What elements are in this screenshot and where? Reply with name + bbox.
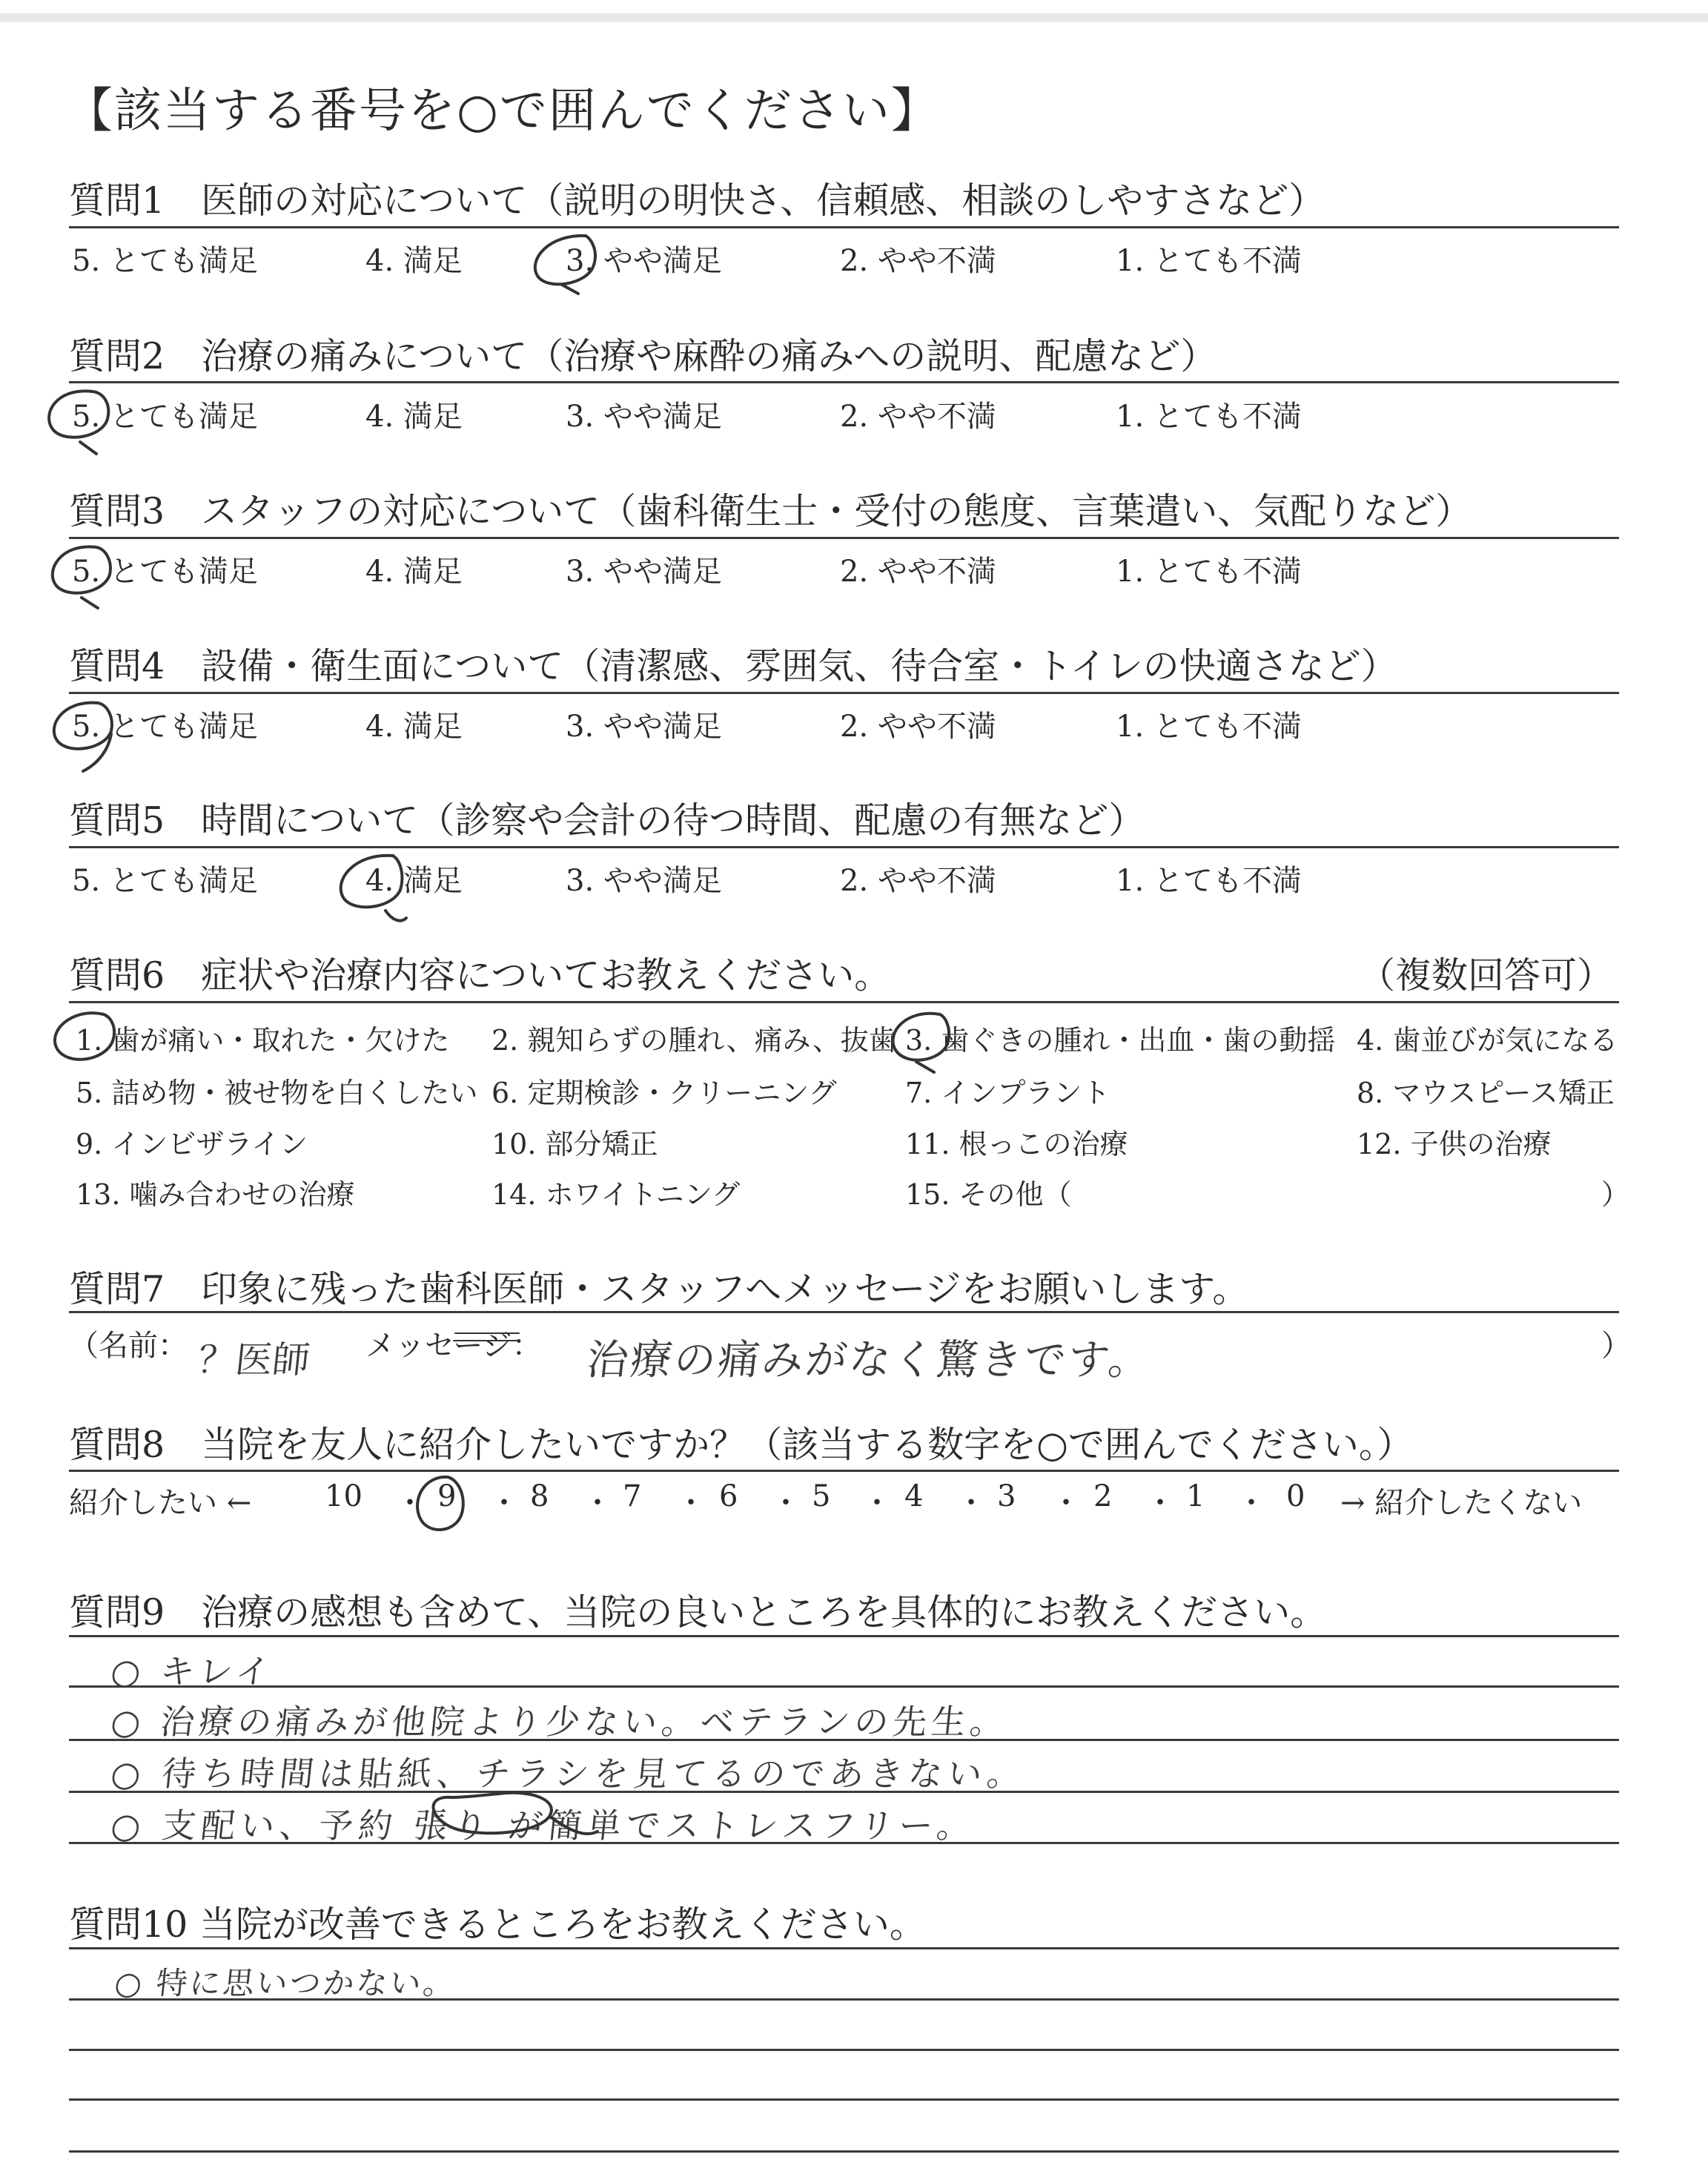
question-4-title: 質問4 設備・衛生面について（清潔感、雰囲気、待合室・トイレの快適さなど） xyxy=(69,645,1397,687)
q3-option-1[interactable]: 1. とても不満 xyxy=(1116,555,1302,589)
question-3-rule xyxy=(69,537,1619,539)
question-5-rule xyxy=(69,846,1619,848)
q7-message-label: メッセージ： xyxy=(365,1329,542,1363)
question-1-title: 質問1 医師の対応について（説明の明快さ、信頼感、相談のしやすさなど） xyxy=(69,179,1325,222)
q8-scale-value-0[interactable]: 0 xyxy=(1286,1479,1305,1513)
question-6-title: 質問6 症状や治療内容についてお教えください。 xyxy=(69,954,891,997)
q4-option-4[interactable]: 4. 満足 xyxy=(365,710,463,744)
q6-item-15[interactable]: 15. その他（ xyxy=(905,1178,1072,1211)
q5-option-1[interactable]: 1. とても不満 xyxy=(1116,864,1302,898)
question-2-title: 質問2 治療の痛みについて（治療や麻酔の痛みへの説明、配慮など） xyxy=(69,335,1217,377)
q8-scale-value-2[interactable]: 2 xyxy=(1093,1479,1113,1513)
q8-scale-value-3[interactable]: 3 xyxy=(997,1479,1016,1513)
question-6-rule xyxy=(69,1001,1619,1003)
q5-option-2[interactable]: 2. やや不満 xyxy=(840,864,996,898)
q8-scale-separator: ・ xyxy=(956,1486,986,1520)
q7-name-handwritten[interactable]: ？医師 xyxy=(196,1338,312,1381)
question-9-title: 質問9 治療の感想も含めて、当院の良いところを具体的にお教えください。 xyxy=(69,1591,1327,1634)
q5-option-4[interactable]: 4. 満足 xyxy=(365,864,463,898)
q6-item-5[interactable]: 5. 詰め物・被せ物を白くしたい xyxy=(76,1077,478,1109)
q3-option-2[interactable]: 2. やや不満 xyxy=(840,555,996,589)
q4-option-3[interactable]: 3. やや満足 xyxy=(566,710,722,744)
q8-scale-separator: ・ xyxy=(1145,1486,1175,1520)
question-10-rule-1 xyxy=(69,1947,1619,1949)
q8-scale-separator: ・ xyxy=(771,1486,801,1520)
q1-option-4[interactable]: 4. 満足 xyxy=(365,244,463,278)
q2-option-2[interactable]: 2. やや不満 xyxy=(840,400,996,434)
q6-item-4[interactable]: 4. 歯並びが気になる xyxy=(1357,1024,1618,1057)
question-3-title: 質問3 スタッフの対応について（歯科衛生士・受付の態度、言葉遣い、気配りなど） xyxy=(69,490,1472,532)
q6-item-12[interactable]: 12. 子供の治療 xyxy=(1357,1128,1552,1160)
q6-item-13[interactable]: 13. 噛み合わせの治療 xyxy=(76,1178,355,1211)
q7-name-label: （名前： xyxy=(69,1329,188,1363)
question-7-rule xyxy=(69,1311,1619,1313)
q5-option-5[interactable]: 5. とても満足 xyxy=(72,864,258,898)
q6-item-11[interactable]: 11. 根っこの治療 xyxy=(905,1128,1128,1160)
q8-scale-value-8[interactable]: 8 xyxy=(530,1479,549,1513)
question-8-rule xyxy=(69,1470,1619,1472)
q6-item-6[interactable]: 6. 定期検診・クリーニング xyxy=(491,1077,837,1109)
q8-scale-value-4[interactable]: 4 xyxy=(904,1479,924,1513)
q8-scale-separator: ・ xyxy=(1237,1486,1266,1520)
top-edge-shadow xyxy=(0,13,1708,22)
q8-scale-separator: ・ xyxy=(395,1486,425,1520)
question-4-rule xyxy=(69,692,1619,694)
question-9-rule-2 xyxy=(69,1685,1619,1688)
q2-option-3[interactable]: 3. やや満足 xyxy=(566,400,722,434)
q6-item-3[interactable]: 3. 歯ぐきの腫れ・出血・歯の動揺 xyxy=(905,1024,1336,1057)
q6-item-14[interactable]: 14. ホワイトニング xyxy=(491,1178,741,1211)
q9-answer-1[interactable]: ○ キレイ xyxy=(108,1651,277,1691)
q6-item-1[interactable]: 1. 歯が痛い・取れた・欠けた xyxy=(76,1024,450,1057)
q4-option-5[interactable]: 5. とても満足 xyxy=(72,710,258,744)
q8-right-label: → 紹介したくない xyxy=(1340,1486,1583,1520)
q5-option-3[interactable]: 3. やや満足 xyxy=(566,864,722,898)
form-instruction: 【該当する番号を○で囲んでください】 xyxy=(65,84,940,139)
q9-answer-4[interactable]: ○ 支配い、予約 張り が簡単でストレスフリー。 xyxy=(108,1806,979,1846)
q8-scale-separator: ・ xyxy=(676,1486,706,1520)
q2-option-5[interactable]: 5. とても満足 xyxy=(72,400,258,434)
q9-answer-3[interactable]: ○ 待ち時間は貼紙、チラシを見てるのであきない。 xyxy=(108,1754,1029,1794)
q4-option-2[interactable]: 2. やや不満 xyxy=(840,710,996,744)
q3-option-5[interactable]: 5. とても満足 xyxy=(72,555,258,589)
question-5-title: 質問5 時間について（診察や会計の待つ時間、配慮の有無など） xyxy=(69,799,1145,842)
question-1-rule xyxy=(69,226,1619,228)
q3-option-4[interactable]: 4. 満足 xyxy=(365,555,463,589)
q8-scale-separator: ・ xyxy=(583,1486,612,1520)
q6-item-8[interactable]: 8. マウスピース矯正 xyxy=(1357,1077,1615,1109)
question-7-title: 質問7 印象に残った歯科医師・スタッフへメッセージをお願いします。 xyxy=(69,1268,1249,1310)
q9-answer-2[interactable]: ○ 治療の痛みが他院より少ない。ベテランの先生。 xyxy=(108,1702,1011,1742)
q8-scale-value-5[interactable]: 5 xyxy=(812,1479,831,1513)
q8-scale-value-7[interactable]: 7 xyxy=(623,1479,642,1513)
question-10-title: 質問10 当院が改善できるところをお教えください。 xyxy=(69,1903,926,1946)
q1-option-1[interactable]: 1. とても不満 xyxy=(1116,244,1302,278)
q6-item-9[interactable]: 9. インビザライン xyxy=(76,1128,308,1160)
q8-scale-value-6[interactable]: 6 xyxy=(719,1479,738,1513)
q8-scale-separator: ・ xyxy=(862,1486,892,1520)
question-10-rule-5 xyxy=(69,2150,1619,2153)
q6-item-10[interactable]: 10. 部分矯正 xyxy=(491,1128,658,1160)
q7-close-paren: ） xyxy=(1601,1329,1631,1363)
question-10-rule-3 xyxy=(69,2049,1619,2051)
q7-message-handwritten[interactable]: 治療の痛みがなく驚きです。 xyxy=(584,1336,1155,1384)
q1-option-2[interactable]: 2. やや不満 xyxy=(840,244,996,278)
q8-scale-value-10[interactable]: 10 xyxy=(325,1479,363,1513)
q8-left-label: 紹介したい ← xyxy=(69,1486,252,1520)
question-6-multiple-note: （複数回答可） xyxy=(1359,954,1614,997)
q2-option-4[interactable]: 4. 満足 xyxy=(365,400,463,434)
question-9-rule-1 xyxy=(69,1635,1619,1637)
q1-option-5[interactable]: 5. とても満足 xyxy=(72,244,258,278)
question-10-rule-4 xyxy=(69,2098,1619,2101)
q6-item-2[interactable]: 2. 親知らずの腫れ、痛み、抜歯 xyxy=(491,1024,897,1057)
q10-answer-1[interactable]: ○ 特に思いつかない。 xyxy=(113,1965,459,2001)
q8-scale-value-9[interactable]: 9 xyxy=(437,1479,457,1513)
question-8-title: 質問8 当院を友人に紹介したいですか？（該当する数字を○で囲んでください。） xyxy=(69,1424,1414,1466)
q8-scale-value-1[interactable]: 1 xyxy=(1186,1479,1205,1513)
q6-item-7[interactable]: 7. インプラント xyxy=(905,1077,1110,1109)
q3-option-3[interactable]: 3. やや満足 xyxy=(566,555,722,589)
q8-scale-separator: ・ xyxy=(1051,1486,1081,1520)
question-2-rule xyxy=(69,381,1619,383)
q4-option-1[interactable]: 1. とても不満 xyxy=(1116,710,1302,744)
q1-option-3[interactable]: 3. やや満足 xyxy=(566,244,722,278)
q6-other-close-paren: ） xyxy=(1601,1178,1630,1211)
q8-scale-separator: ・ xyxy=(489,1486,519,1520)
q2-option-1[interactable]: 1. とても不満 xyxy=(1116,400,1302,434)
